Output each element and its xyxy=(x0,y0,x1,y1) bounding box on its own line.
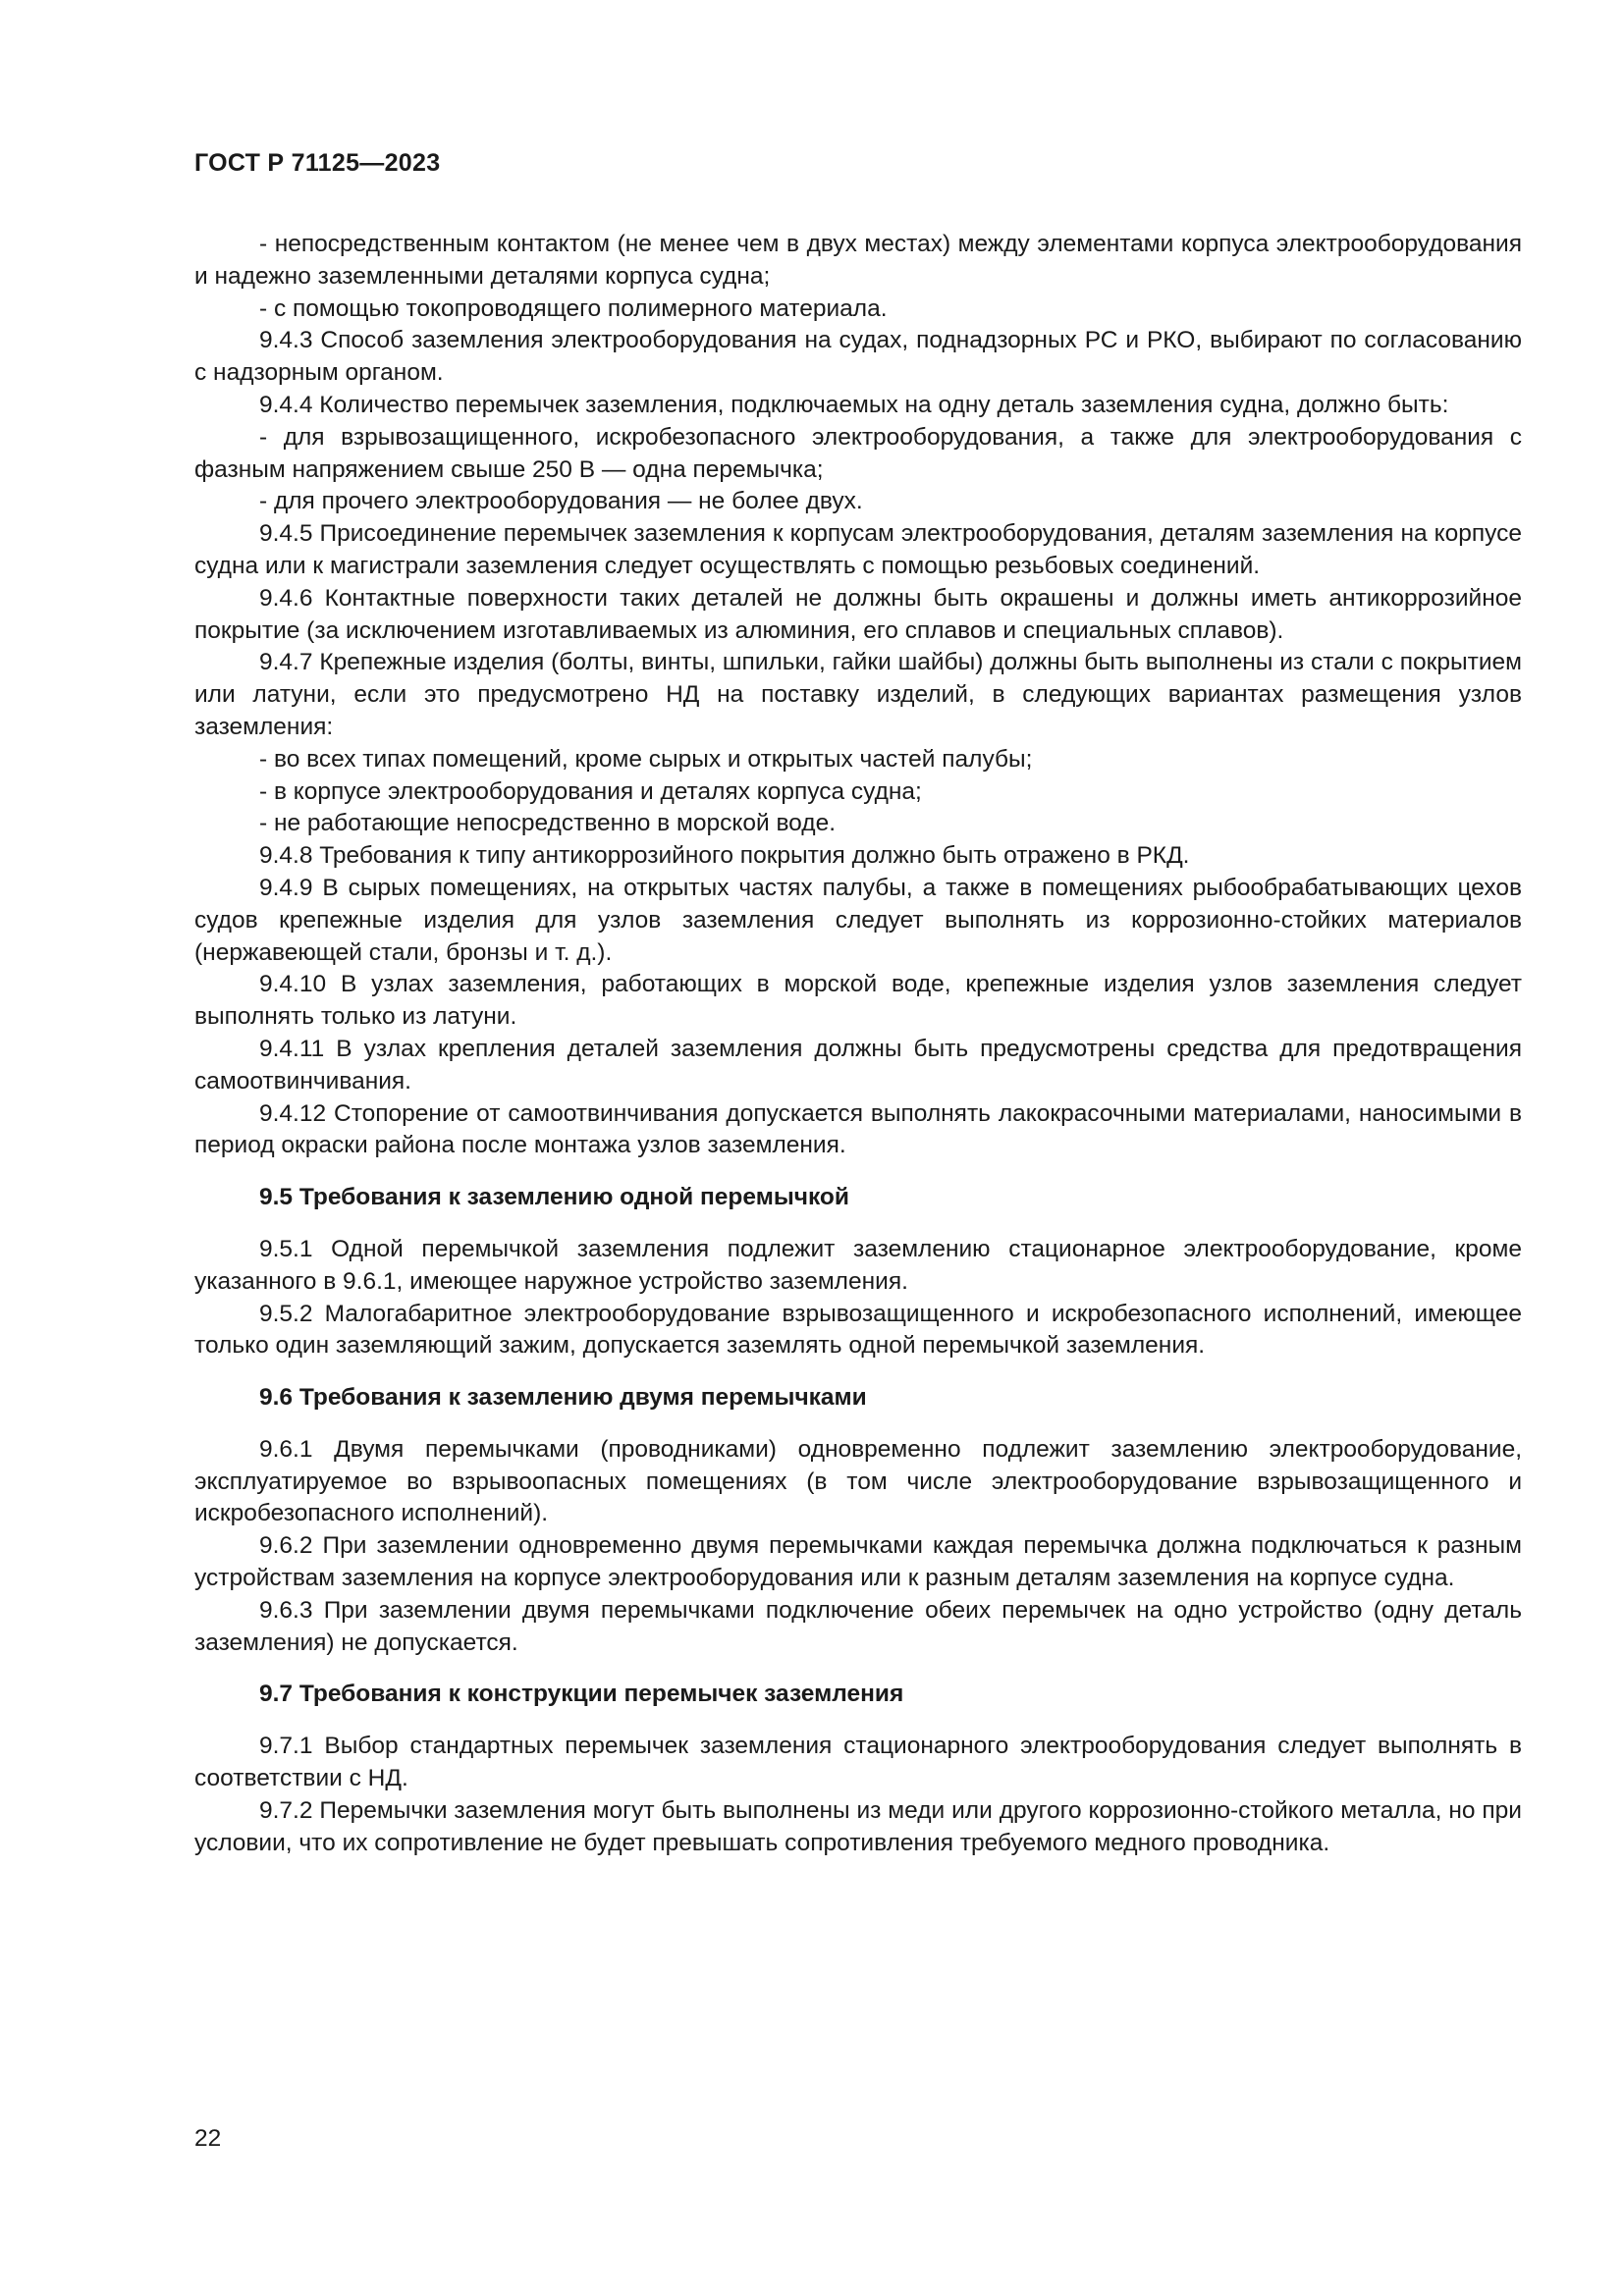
paragraph-9-4-4: 9.4.4 Количество перемычек заземления, подключаемых на одну деталь заземления судна, должно быть: xyxy=(259,391,1449,418)
paragraph: - во всех типах помещений, кроме сырых и открытых частей палубы; xyxy=(259,745,1033,773)
document-header-title: ГОСТ Р 71125—2023 xyxy=(194,149,441,177)
paragraph-9-4-8: 9.4.8 Требования к типу антикоррозийного покрытия должно быть отражено в РКД. xyxy=(259,842,1190,870)
paragraph: - не работающие непосредственно в морской воде. xyxy=(259,810,836,837)
paragraph-9-4-7: 9.4.7 Крепежные изделия (болты, винты, шпильки, гайки шайбы) должны быть выполнены из стали с покрытием или латуни, если это предусмотрено НД на поставку изделий, в следующих вариантах размещения узлов заземления: xyxy=(194,649,1522,740)
paragraph: - для прочего электрооборудования — не более двух. xyxy=(259,488,863,515)
paragraph-9-4-6: 9.4.6 Контактные поверхности таких деталей не должны быть окрашены и должны иметь антикоррозийное покрытие (за исключением изготавливаемых из алюминия, его сплавов и специальных сплавов). xyxy=(194,584,1522,644)
page-number: 22 xyxy=(194,2125,222,2152)
paragraph-9-4-9: 9.4.9 В сырых помещениях, на открытых частях палубы, а также в помещениях рыбообрабатывающих цехов судов крепежные изделия для узлов заземления следует выполнять из коррозионно-стойких материалов (нержавеющей стали, бронзы и т. д.). xyxy=(194,874,1522,966)
paragraph: - в корпусе электрооборудования и деталях корпуса судна; xyxy=(259,777,922,805)
paragraph-9-4-10: 9.4.10 В узлах заземления, работающих в морской воде, крепежные изделия узлов заземления следует выполнять только из латуни. xyxy=(194,971,1522,1031)
document-body xyxy=(194,229,1522,1859)
paragraph-9-6-1: 9.6.1 Двумя перемычками (проводниками) одновременно подлежит заземлению электрооборудование, эксплуатируемое во взрывоопасных помещениях (в том числе электрооборудование взрывозащищенного и искробезопасного исполнений). xyxy=(194,1435,1522,1527)
paragraph-9-4-12: 9.4.12 Стопорение от самоотвинчивания допускается выполнять лакокрасочными материалами, наносимыми в период окраски района после монтажа узлов заземления. xyxy=(194,1099,1522,1159)
paragraph-9-6-3: 9.6.3 При заземлении двумя перемычками подключение обеих перемычек на одно устройство (одну деталь заземления) не допускается. xyxy=(194,1596,1522,1656)
paragraph-9-4-11: 9.4.11 В узлах крепления деталей заземления должны быть предусмотрены средства для предотвращения самоотвинчивания. xyxy=(194,1035,1522,1095)
section-heading-9-5: 9.5 Требования к заземлению одной перемычкой xyxy=(259,1184,849,1211)
paragraph-9-5-2: 9.5.2 Малогабаритное электрооборудование взрывозащищенного и искробезопасного исполнений, имеющее только один заземляющий зажим, допускается заземлять одной перемычкой заземления. xyxy=(194,1300,1522,1360)
section-heading-9-7: 9.7 Требования к конструкции перемычек заземления xyxy=(259,1681,904,1708)
paragraph-9-7-1: 9.7.1 Выбор стандартных перемычек заземления стационарного электрооборудования следует выполнять в соответствии с НД. xyxy=(194,1733,1522,1792)
paragraph-9-5-1: 9.5.1 Одной перемычкой заземления подлежит заземлению стационарное электрооборудование, кроме указанного в 9.6.1, имеющее наружное устройство заземления. xyxy=(194,1235,1522,1295)
paragraph-9-4-5: 9.4.5 Присоединение перемычек заземления к корпусам электрооборудования, деталям заземления на корпусе судна или к магистрали заземления следует осуществлять с помощью резьбовых соединений. xyxy=(194,520,1522,579)
paragraph: - для взрывозащищенного, искробезопасного электрооборудования, а также для электрооборудования с фазным напряжением свыше 250 В — одна перемычка; xyxy=(194,423,1522,483)
paragraph: - непосредственным контактом (не менее чем в двух местах) между элементами корпуса электрооборудования и надежно заземленными деталями корпуса судна; xyxy=(194,231,1522,290)
paragraph-9-6-2: 9.6.2 При заземлении одновременно двумя перемычками каждая перемычка должна подключаться к разным устройствам заземления на корпусе электрооборудования или к разным деталям заземления на корпусе судна. xyxy=(194,1532,1522,1592)
section-heading-9-6: 9.6 Требования к заземлению двумя перемычками xyxy=(259,1384,867,1412)
paragraph-9-7-2: 9.7.2 Перемычки заземления могут быть выполнены из меди или другого коррозионно-стойкого металла, но при условии, что их сопротивление не будет превышать сопротивления требуемого медного проводника. xyxy=(194,1796,1522,1856)
paragraph-9-4-3: 9.4.3 Способ заземления электрооборудования на судах, поднадзорных РС и РКО, выбирают по согласованию с надзорным органом. xyxy=(194,327,1522,387)
paragraph: - с помощью токопроводящего полимерного материала. xyxy=(259,294,888,322)
